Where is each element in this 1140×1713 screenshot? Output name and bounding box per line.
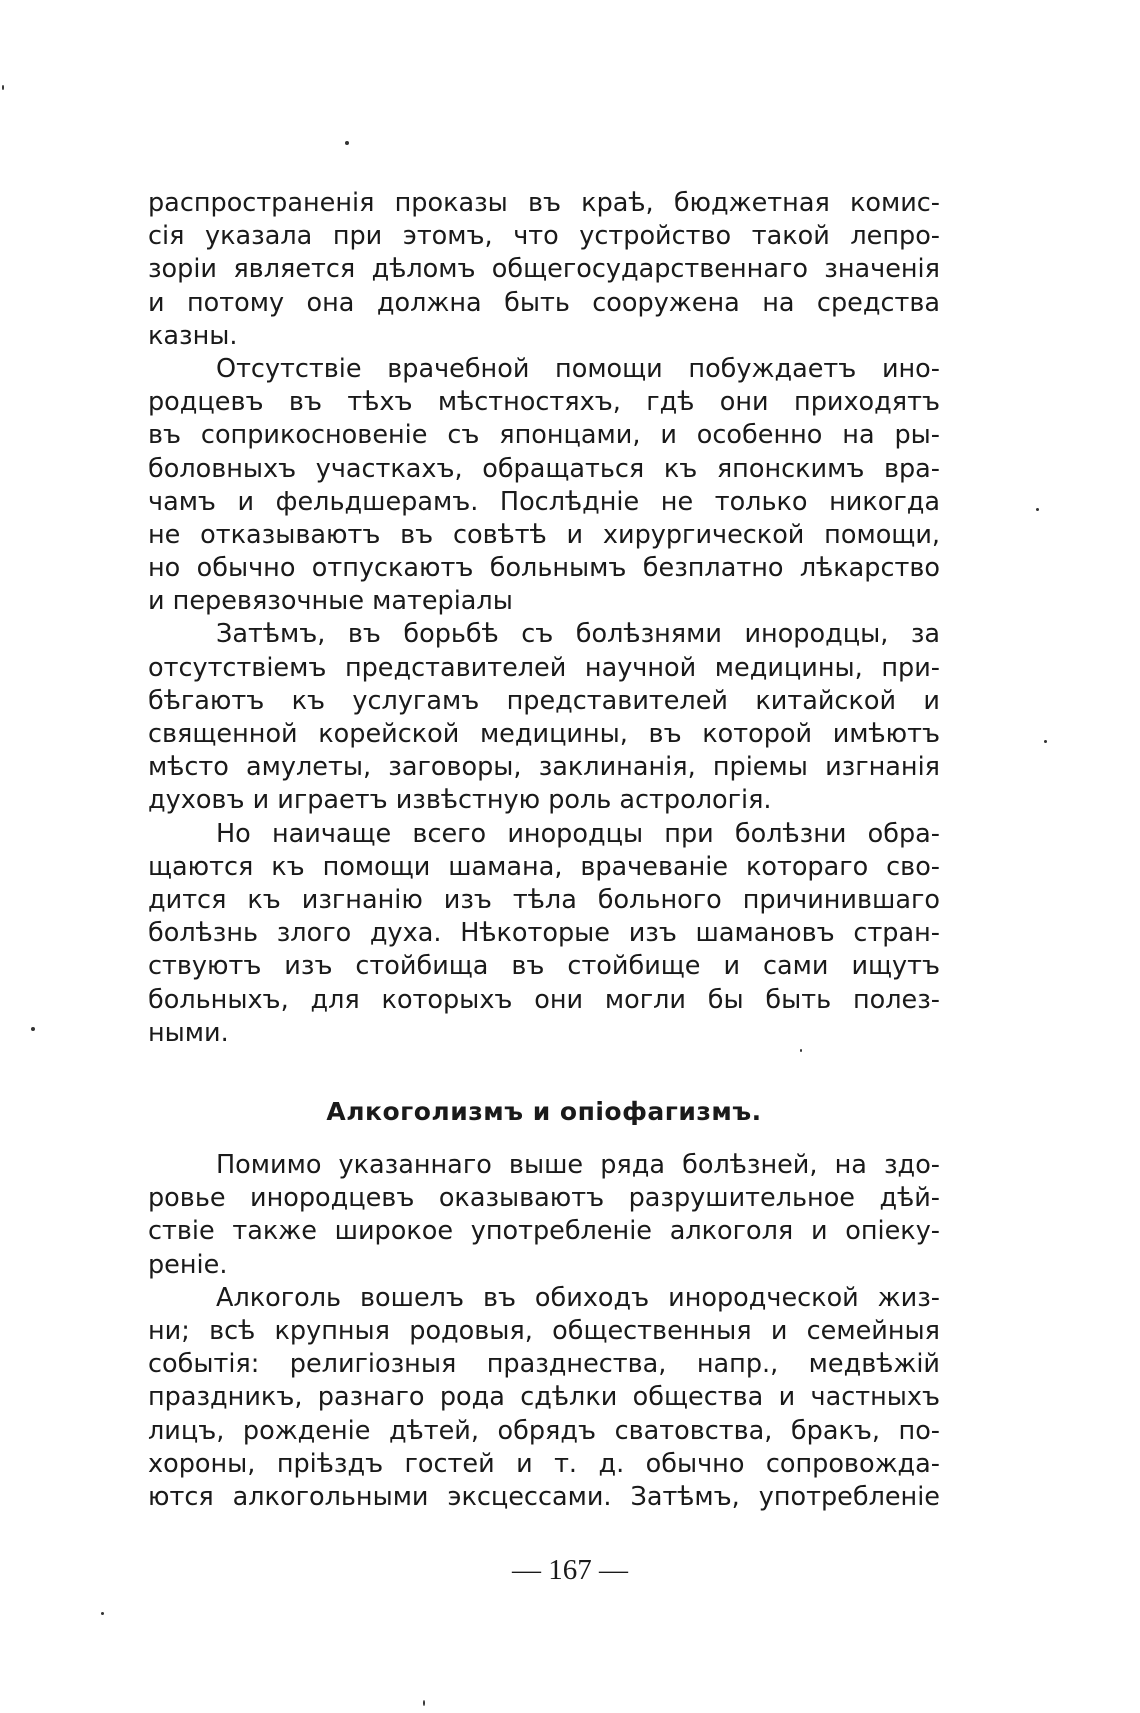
text-line: дится къ изгнанію изъ тѣла больного причинившаго [148,884,940,915]
text-line: событія: религіозныя празднества, напр., медвѣжій [148,1349,940,1380]
scan-speck [800,1049,802,1052]
scan-speck [1044,740,1047,743]
text-line: Затѣмъ, въ борьбѣ съ болѣзнями инородцы, за [216,619,940,650]
text-line: сія указала при этомъ, что устройство такой лепро- [148,221,940,252]
text-line: Но наичаще всего инородцы при болѣзни обра- [216,818,940,849]
text-line: Алкоголь вошелъ въ обиходъ инородческой жиз- [216,1282,940,1313]
scan-speck [101,1612,104,1615]
text-line: праздникъ, разнаго рода сдѣлки общества и частныхъ [148,1382,940,1413]
text-block-bottom [148,1149,940,1514]
text-line: и перевязочные матеріалы [148,586,513,617]
text-line: распространенія проказы въ краѣ, бюджетная комис- [148,188,940,218]
text-line: ствуютъ изъ стойбища въ стойбище и сами ищутъ [148,951,940,982]
text-line: болѣзнь злого духа. Нѣкоторые изъ шамановъ стран- [148,918,940,949]
text-line: ни; всѣ крупныя родовыя, общественныя и семейныя [148,1315,940,1346]
text-line: казны. [148,320,238,351]
text-line: реніе. [148,1249,228,1280]
scan-speck [423,1700,425,1706]
text-line: мѣсто амулеты, заговоры, заклинанія, пріемы изгнанія [148,752,940,783]
text-line: родцевъ въ тѣхъ мѣстностяхъ, гдѣ они приходятъ [148,387,940,418]
text-line: чамъ и фельдшерамъ. Послѣдніе не только никогда [148,486,940,517]
text-line: щаются къ помощи шамана, врачеваніе котораго сво- [148,851,940,882]
text-line: ровье инородцевъ оказываютъ разрушительное дѣй- [148,1183,940,1214]
text-line: Отсутствіе врачебной помощи побуждаетъ ино- [216,353,940,384]
scan-speck [31,1027,35,1031]
section-heading: Алкоголизмъ и опіофагизмъ. [326,1097,762,1126]
text-line: бѣгаютъ къ услугамъ представителей китайской и [148,685,940,716]
text-line: ются алкогольными эксцессами. Затѣмъ, употребленіе [148,1481,940,1512]
scan-speck [1036,508,1039,511]
text-line: больныхъ, для которыхъ они могли бы быть полез- [148,984,940,1015]
scan-speck [345,141,349,145]
text-line: зоріи является дѣломъ общегосударственнаго значенія [148,254,940,285]
text-line: но обычно отпускаютъ больнымъ безплатно лѣкарство [148,553,940,584]
scan-speck [2,85,4,90]
text-block-top [148,187,940,1050]
text-line: Помимо указаннаго выше ряда болѣзней, на здо- [216,1150,940,1180]
text-line: не отказываютъ въ совѣтѣ и хирургической помощи, [148,519,940,550]
text-line: ствіе также широкое употребленіе алкоголя и опіеку- [148,1216,940,1247]
text-line: ными. [148,1017,229,1048]
text-line: духовъ и играетъ извѣстную роль астрологія. [148,785,772,816]
page-number: — 167 — [512,1554,628,1586]
text-line: въ соприкосновеніе съ японцами, и особенно на ры- [148,420,940,451]
text-line: хороны, пріѣздъ гостей и т. д. обычно сопровожда- [148,1448,940,1479]
text-line: и потому она должна быть сооружена на средства [148,287,940,318]
text-line: отсутствіемъ представителей научной медицины, при- [148,652,940,683]
text-line: лицъ, рожденіе дѣтей, обрядъ сватовства, бракъ, по- [148,1415,940,1446]
text-line: боловныхъ участкахъ, обращаться къ японскимъ вра- [148,453,940,484]
text-line: священной корейской медицины, въ которой имѣютъ [148,719,940,749]
